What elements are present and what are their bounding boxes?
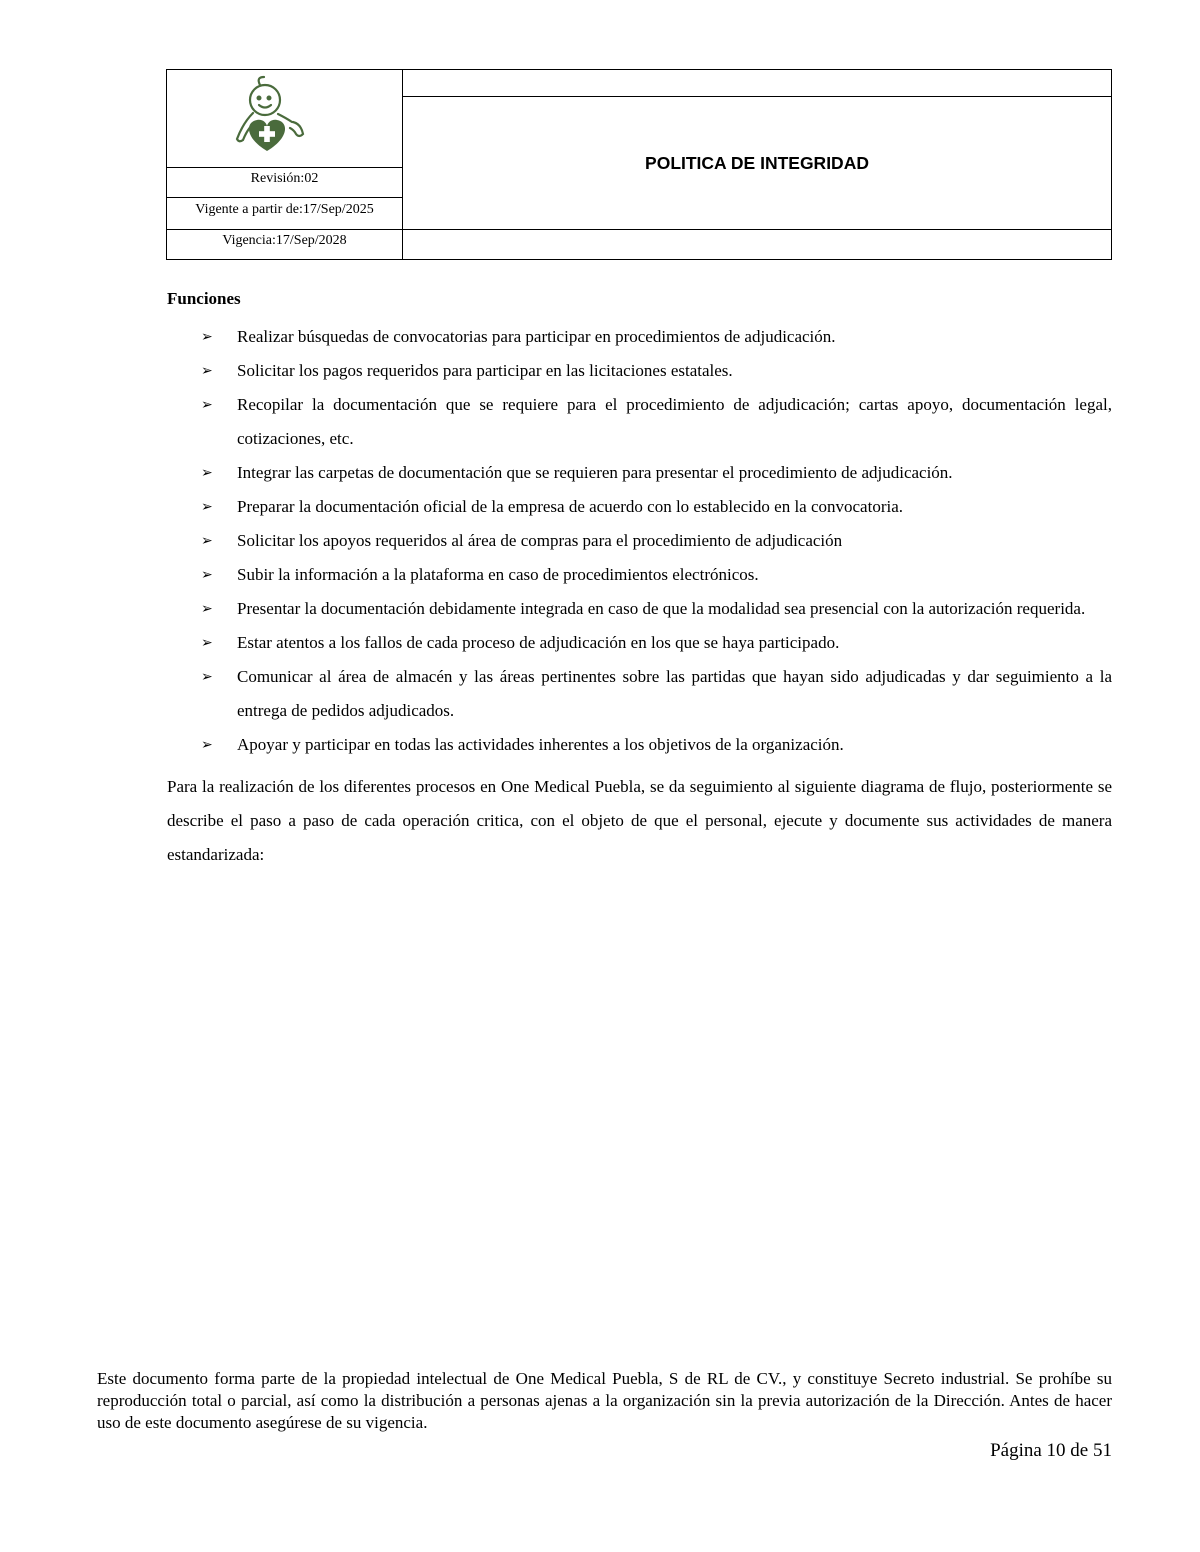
logo-cell — [167, 70, 402, 168]
arrow-bullet-icon: ➢ — [201, 635, 213, 651]
effective-date-field: Vigente a partir de:17/Sep/2025 — [167, 198, 402, 230]
header-right-column — [403, 70, 1111, 259]
list-item — [167, 626, 1112, 660]
page-content — [167, 286, 1112, 872]
header-left-column — [167, 70, 403, 259]
arrow-bullet-icon: ➢ — [201, 397, 213, 413]
list-item-text: Recopilar la documentación que se requiere para el procedimiento de adjudicación; cartas apoyo, documentación legal, cotizaciones, etc. — [237, 395, 1112, 448]
arrow-bullet-icon: ➢ — [201, 567, 213, 583]
arrow-bullet-icon: ➢ — [201, 499, 213, 515]
header-divider-top — [403, 96, 1111, 97]
baby-heart-logo-icon — [231, 74, 339, 160]
document-header — [166, 69, 1112, 260]
list-item — [167, 388, 1112, 456]
arrow-bullet-icon: ➢ — [201, 329, 213, 345]
arrow-bullet-icon: ➢ — [201, 465, 213, 481]
list-item — [167, 320, 1112, 354]
list-item — [167, 728, 1112, 762]
list-item-text: Apoyar y participar en todas las actividades inherentes a los objetivos de la organización. — [237, 735, 844, 754]
list-item — [167, 456, 1112, 490]
functions-list — [167, 320, 1112, 762]
list-item — [167, 490, 1112, 524]
header-divider-bottom — [403, 229, 1111, 230]
revision-field: Revisión:02 — [167, 168, 402, 198]
list-item-text: Integrar las carpetas de documentación que se requieren para presentar el procedimiento de adjudicación. — [237, 463, 953, 482]
document-title: POLITICA DE INTEGRIDAD — [645, 153, 869, 173]
page-number: Página 10 de 51 — [990, 1440, 1112, 1461]
list-item-text: Presentar la documentación debidamente integrada en caso de que la modalidad sea presencial con la autorización requerida. — [237, 599, 1086, 618]
list-item — [167, 558, 1112, 592]
list-item-text: Estar atentos a los fallos de cada proceso de adjudicación en los que se haya participado. — [237, 633, 840, 652]
arrow-bullet-icon: ➢ — [201, 737, 213, 753]
list-item-text: Solicitar los apoyos requeridos al área de compras para el procedimiento de adjudicación — [237, 531, 843, 550]
confidentiality-notice: Este documento forma parte de la propiedad intelectual de One Medical Puebla, S de RL de CV., y constituye Secreto industrial. Se prohíbe su reproducción total o parcial, así como la distribución a personas ajenas a la organización sin la previa autorización de la Dirección. Antes de hacer uso de este documento asegúrese de su vigencia. — [97, 1369, 1112, 1432]
list-item — [167, 660, 1112, 728]
list-item — [167, 354, 1112, 388]
arrow-bullet-icon: ➢ — [201, 601, 213, 617]
list-item-text: Preparar la documentación oficial de la empresa de acuerdo con lo establecido en la convocatoria. — [237, 497, 903, 516]
list-item-text: Realizar búsquedas de convocatorias para participar en procedimientos de adjudicación. — [237, 327, 836, 346]
list-item — [167, 592, 1112, 626]
list-item-text: Subir la información a la plataforma en caso de procedimientos electrónicos. — [237, 565, 759, 584]
section-title: Funciones — [167, 289, 241, 308]
arrow-bullet-icon: ➢ — [201, 533, 213, 549]
list-item-text: Solicitar los pagos requeridos para participar en las licitaciones estatales. — [237, 361, 733, 380]
validity-field: Vigencia:17/Sep/2028 — [222, 233, 347, 248]
arrow-bullet-icon: ➢ — [201, 363, 213, 379]
list-item — [167, 524, 1112, 558]
arrow-bullet-icon: ➢ — [201, 669, 213, 685]
flow-paragraph: Para la realización de los diferentes procesos en One Medical Puebla, se da seguimiento al siguiente diagrama de flujo, posteriormente se describe el paso a paso de cada operación critica, con el objeto de que el personal, ejecute y documente sus actividades de manera estandarizada: — [167, 777, 1112, 864]
list-item-text: Comunicar al área de almacén y las áreas pertinentes sobre las partidas que hayan sido adjudicadas y dar seguimiento a la entrega de pedidos adjudicados. — [237, 667, 1112, 720]
